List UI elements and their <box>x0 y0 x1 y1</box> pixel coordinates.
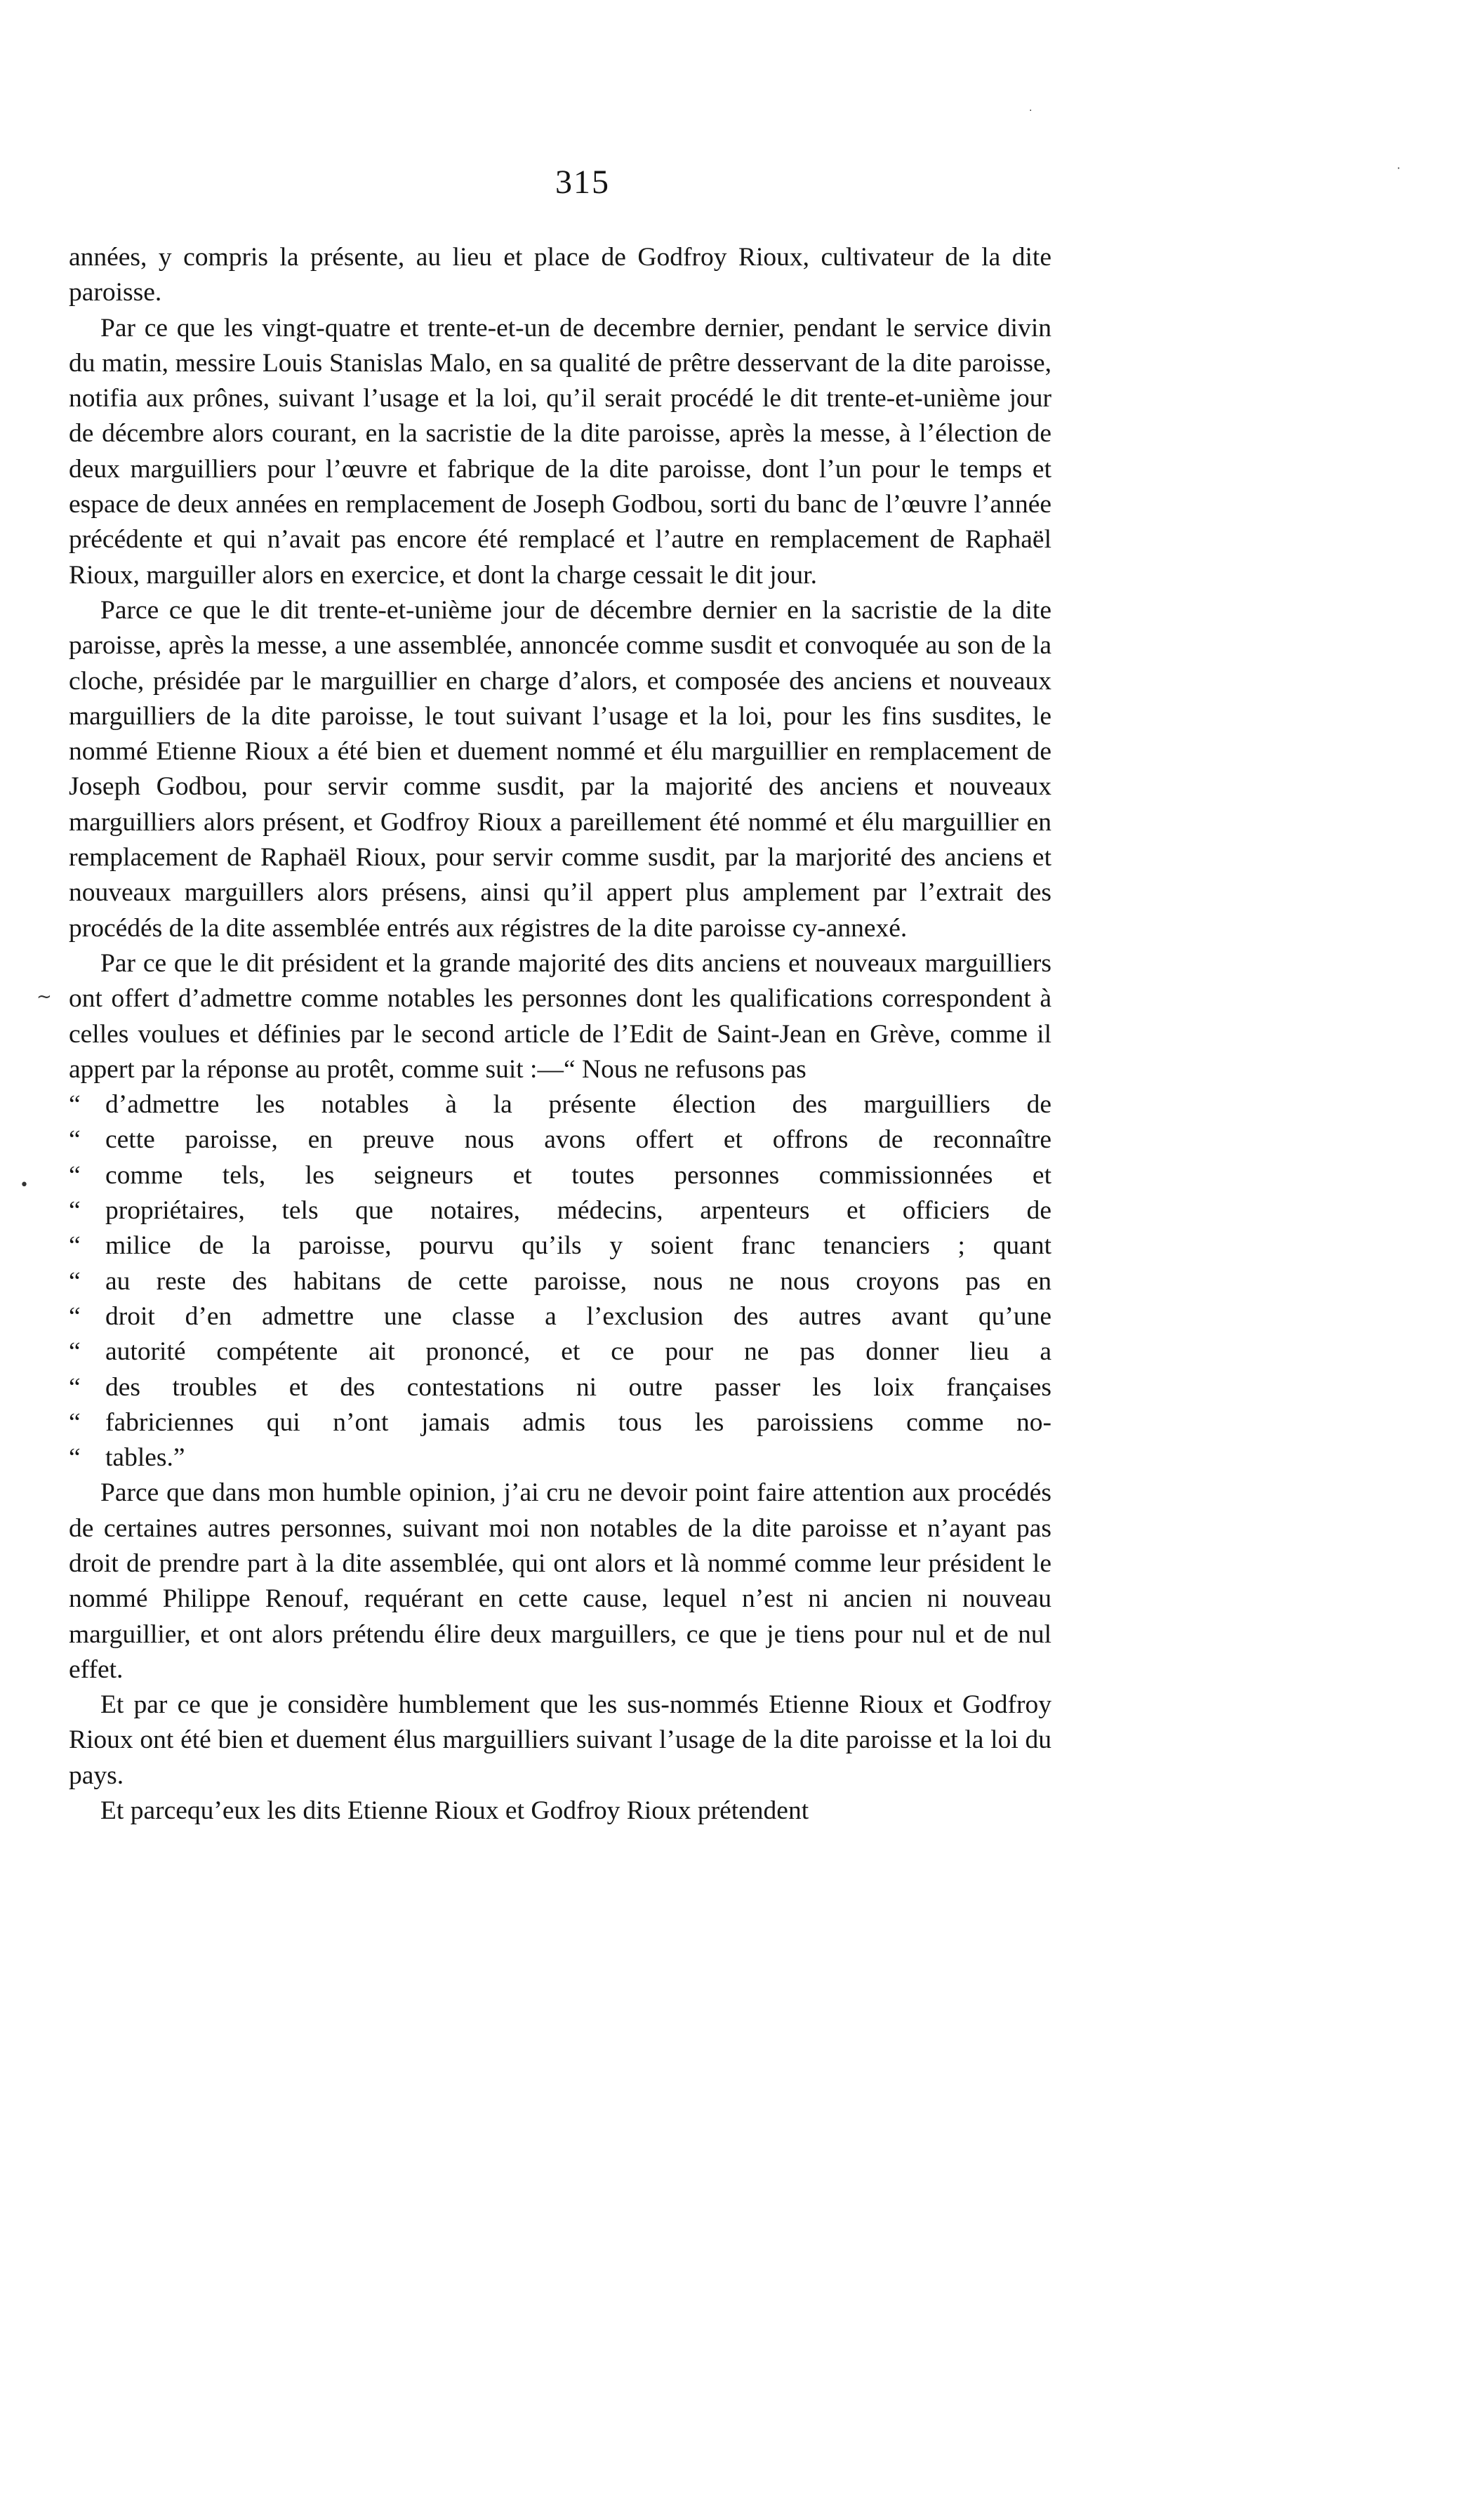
quote-line: “ tables.” <box>69 1440 1051 1475</box>
quoted-reply <box>69 1087 1051 1475</box>
print-speck: · <box>1397 161 1401 175</box>
page-number: 315 <box>555 164 610 201</box>
quote-mark: “ <box>69 1337 81 1367</box>
quote-line: “ fabriciennes qui n’ont jamais admis tous les paroissiens comme no- <box>69 1405 1051 1440</box>
quote-mark: “ <box>69 1090 81 1120</box>
paragraph: Parce ce que le dit trente-et-unième jour de décembre dernier en la sacristie de la dite paroisse, après la messe, a une assemblée, annoncée comme susdit et convoquée au son de la cloche, présidée par le marguillier en charge d’alors, et composée des anciens et nouveaux marguilliers de la dite paroisse, le tout suivant l’usage et la loi, pour les fins susdites, le nommé Etienne Rioux a été bien et duement nommé et élu marguillier en remplacement de Joseph Godbou, pour servir comme susdit, par la majorité des anciens et nouveaux marguilliers alors présent, et Godfroy Rioux a pareillement été nommé et élu marguillier en remplacement de Raphaël Rioux, pour servir comme susdit, par la marjorité des anciens et nouveaux marguillers alors présens, ainsi qu’il appert plus amplement par l’extrait des procédés de la dite assemblée entrés aux régistres de la dite paroisse cy-annexé. <box>69 595 1051 943</box>
quote-line: “ d’admettre les notables à la présente élection des marguilliers de <box>69 1087 1051 1122</box>
paragraph: années, y compris la présente, au lieu et place de Godfroy Rioux, cultivateur de la dite paroisse. <box>69 243 1051 307</box>
quote-mark: “ <box>69 1125 81 1155</box>
quote-line: “ des troubles et des contestations ni outre passer les loix françaises <box>69 1370 1051 1405</box>
paragraph: Par ce que le dit président et la grande majorité des dits anciens et nouveaux marguilliers ont offert d’admettre comme notables les personnes dont les qualifications correspondent à celles voulues et définies par le second article de l’Edit de Saint-Jean en Grève, comme il appert par la réponse au protêt, comme suit :—“ Nous ne refusons pas <box>69 948 1051 1084</box>
quote-line: “ comme tels, les seigneurs et toutes personnes commissionnées et <box>69 1158 1051 1193</box>
quote-mark: “ <box>69 1196 81 1226</box>
quote-mark: “ <box>69 1266 81 1296</box>
quote-line: “ cette paroisse, en preuve nous avons offert et offrons de reconnaître <box>69 1122 1051 1158</box>
print-speck: · <box>1029 105 1033 117</box>
paragraph: Et parcequ’eux les dits Etienne Rioux et Godfroy Rioux prétendent <box>100 1796 809 1826</box>
paragraph: Parce que dans mon humble opinion, j’ai cru ne devoir point faire attention aux procédés de certaines autres personnes, suivant moi non notables de la dite paroisse et n’ayant pas droit de prendre part à la dite assemblée, qui ont alors et là nommé comme leur président le nommé Philippe Renouf, requérant en cette cause, lequel n’est ni ancien ni nouveau marguillier, et ont alors prétendu élire deux marguillers, ce que je tiens pour nul et de nul effet. <box>69 1478 1051 1684</box>
quote-mark: “ <box>69 1231 81 1261</box>
quote-mark: “ <box>69 1372 81 1402</box>
page-body <box>69 240 1051 1829</box>
quote-line: “ propriétaires, tels que notaires, médecins, arpenteurs et officiers de <box>69 1193 1051 1228</box>
quote-mark: “ <box>69 1160 81 1190</box>
margin-dot-mark: • <box>20 1176 29 1194</box>
quote-mark: “ <box>69 1407 81 1437</box>
quote-line: “ milice de la paroisse, pourvu qu’ils y soient franc tenanciers ; quant <box>69 1228 1051 1264</box>
quote-line: “ autorité compétente ait prononcé, et ce pour ne pas donner lieu a <box>69 1334 1051 1370</box>
quote-mark: “ <box>69 1301 81 1331</box>
paragraph: Par ce que les vingt-quatre et trente-et-un de decembre dernier, pendant le service divin du matin, messire Louis Stanislas Malo, en sa qualité de prêtre desservant de la dite paroisse, notifia aux prônes, suivant l’usage et la loi, qu’il serait procédé le dit trente-et-unième jour de décembre alors courant, en la sacristie de la dite paroisse, après la messe, à l’élection de deux marguilliers pour l’œuvre et fabrique de la dite paroisse, dont l’un pour le temps et espace de deux années en remplacement de Joseph Godbou, sorti du banc de l’œuvre l’année précédente et qui n’avait pas encore été remplacé et l’autre en remplacement de Raphaël Rioux, marguiller alors en exercice, et dont la charge cessait le dit jour. <box>69 313 1051 590</box>
paragraph: Et par ce que je considère humblement que les sus-nommés Etienne Rioux et Godfroy Rioux ont été bien et duement élus marguilliers suivant l’usage de la dite paroisse et la loi du pays. <box>69 1690 1051 1790</box>
quote-line: “ droit d’en admettre une classe a l’exclusion des autres avant qu’une <box>69 1299 1051 1334</box>
margin-dash-mark: ~ <box>36 986 52 1007</box>
quote-line: “ au reste des habitans de cette paroisse, nous ne nous croyons pas en <box>69 1264 1051 1299</box>
quote-mark: “ <box>69 1443 81 1473</box>
